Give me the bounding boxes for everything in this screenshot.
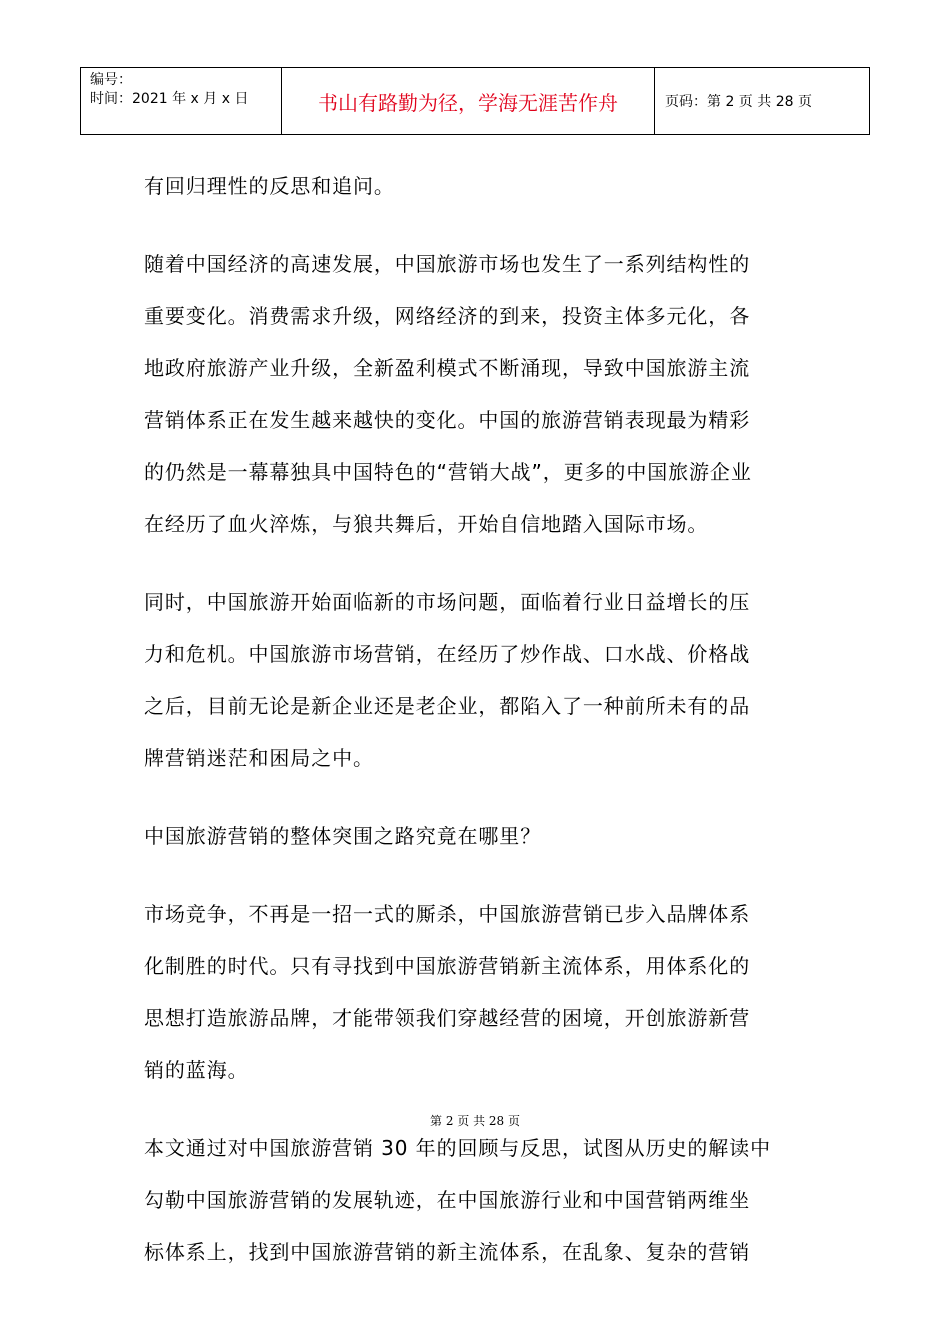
paragraph: 随着中国经济的高速发展，中国旅游市场也发生了一系列结构性的 重要变化。消费需求升级，网络经济的到来，投资主体多元化，各 地政府旅游产业升级，全新盈利模式不断涌现，导致中国旅游主流 营销体系正在发生越来越快的变化。中国的旅游营销表现最为精彩 的仍然是一幕幕独具中国特色的“营销大战”，更多的中国旅游企业 在经历了血火淬炼，与狼共舞后，开始自信地踏入国际市场。	[144, 252, 752, 536]
serial-label: 编号：	[90, 72, 132, 88]
time-label: 时间：2021 年 x 月 x 日	[90, 91, 249, 107]
motto-text: 书山有路勤为径，学海无涯苦作舟	[318, 90, 618, 115]
document-body	[144, 160, 814, 1304]
page-info: 页码：第 2 页 共 28 页	[665, 94, 812, 110]
header-page-cell	[655, 68, 869, 134]
header-motto-cell	[282, 68, 655, 134]
paragraph: 中国旅游营销的整体突围之路究竟在哪里？	[144, 824, 542, 848]
page-footer: 第 2 页 共 28 页	[430, 1114, 520, 1128]
paragraph: 同时，中国旅游开始面临新的市场问题，面临着行业日益增长的压 力和危机。中国旅游市场营销，在经历了炒作战、口水战、价格战 之后，目前无论是新企业还是老企业，都陷入了一种前所未有的品 牌营销迷茫和困局之中。	[144, 590, 751, 770]
header-table	[80, 67, 870, 135]
header-meta-cell	[81, 68, 282, 134]
paragraph: 本文通过对中国旅游营销 30 年的回顾与反思，试图从历史的解读中 勾勒中国旅游营销的发展轨迹，在中国旅游行业和中国营销两维坐 标体系上，找到中国旅游营销的新主流体系，在乱象、复杂的营销	[144, 1136, 771, 1264]
paragraph: 有回归理性的反思和追问。	[144, 174, 395, 198]
paragraph: 市场竞争，不再是一招一式的厮杀，中国旅游营销已步入品牌体系 化制胜的时代。只有寻找到中国旅游营销新主流体系，用体系化的 思想打造旅游品牌，才能带领我们穿越经营的困境，开创旅游新营 销的蓝海。	[144, 902, 751, 1082]
